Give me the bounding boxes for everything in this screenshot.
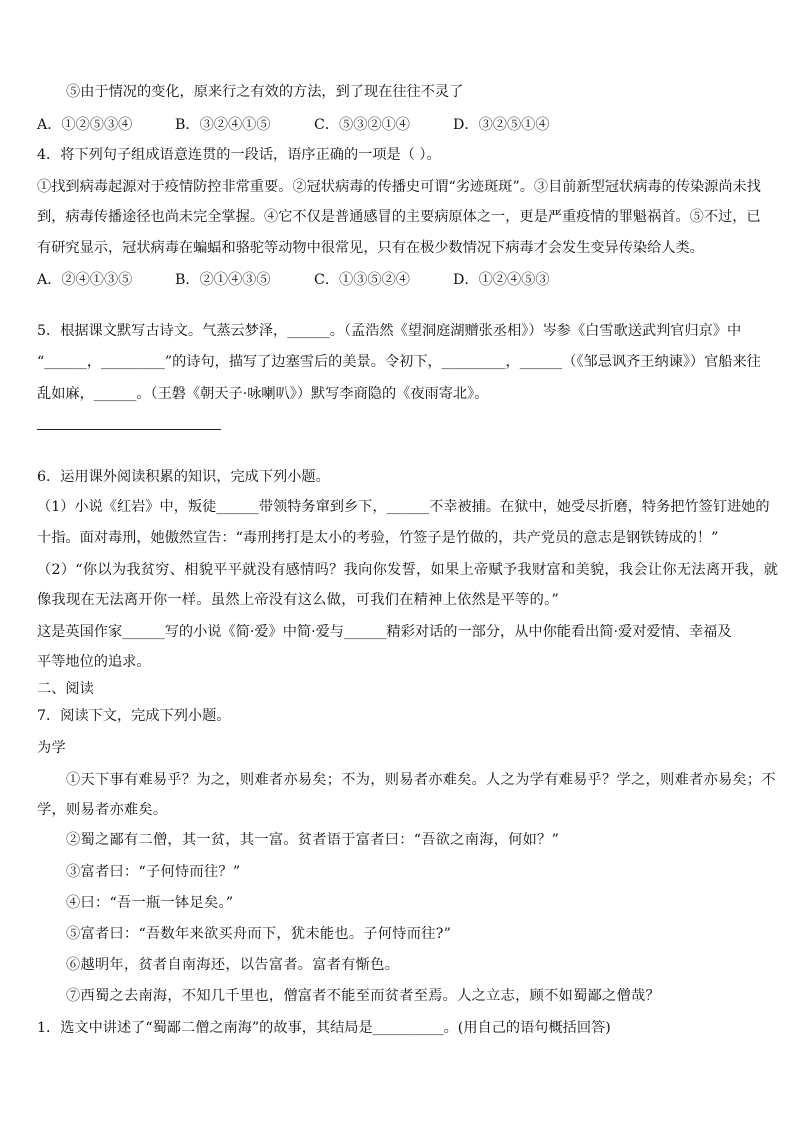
q7-subquestion-1: 1．选文中讲述了“蜀鄙二僧之南海”的故事，其结局是__________。(用自己的语句概括回答) [37, 1020, 611, 1036]
q7-stem: 7．阅读下文，完成下列小题。 [37, 708, 231, 724]
q3-option-d[interactable]: D．③②⑤①④ [453, 117, 550, 133]
q4-option-b[interactable]: B．②①④③⑤ [175, 272, 271, 288]
q4-text-line-3: 有研究显示，冠状病毒在蝙蝠和骆驼等动物中很常见，只有在极少数情况下病毒才会发生变异传染给人类。 [37, 240, 704, 256]
q7-para-1-line-1: ①天下事有难易乎？为之，则难者亦易矣；不为，则易者亦难矣。人之为学有难易乎？学之，则难者亦易矣；不 [66, 772, 776, 788]
q6-part1-line-2: 十指。面对毒刑，她傲然宣告：“毒刑拷打是太小的考验，竹签子是竹做的，共产党员的意志是钢铁铸成的！” [37, 530, 719, 546]
q6-part2-line-1: （2）“你以为我贫穷、相貌平平就没有感情吗？我向你发誓，如果上帝赋予我财富和美貌，我会让你无法离开我，就 [37, 562, 779, 578]
q7-para-6: ⑥越明年，贫者自南海还，以告富者。富者有惭色。 [66, 957, 400, 973]
q6-part2-line-2: 像我现在无法离开你一样。虽然上帝没有这么做，可我们在精神上依然是平等的。” [37, 592, 560, 608]
q3-option-a[interactable]: A．①②⑤③④ [37, 117, 133, 133]
q5-line-1: 5．根据课文默写古诗文。气蒸云梦泽，______。（孟浩然《望洞庭湖赠张丞相》）岑参《白雪歌送武判官归京》中 [37, 323, 742, 339]
q5-line-2: “______，_________”的诗句，描写了边塞雪后的美景。令初下，_________，______（《邹忌讽齐王纳谏》）官船来往 [37, 354, 761, 370]
q3-item-5: ⑤由于情况的变化，原来行之有效的方法，到了现在往往不灵了 [66, 84, 464, 100]
q6-part1-line-1: （1）小说《红岩》中，叛徒______带领特务窜到乡下，______不幸被捕。在狱中，她受尽折磨，特务把竹签钉进她的 [37, 499, 770, 515]
q7-passage-title: 为学 [37, 740, 66, 756]
q4-stem: 4．将下列句子组成语意连贯的一段话，语序正确的一项是（ ）。 [37, 147, 441, 163]
q6-part3-line-2: 平等地位的追求。 [37, 654, 151, 670]
q7-para-4: ④曰：“吾一瓶一钵足矣。” [66, 895, 234, 911]
q7-para-2: ②蜀之鄙有二僧，其一贫，其一富。贫者语于富者曰：“吾欲之南海，何如？” [66, 832, 560, 848]
q7-para-1-line-2: 学，则易者亦难矣。 [37, 802, 168, 818]
q7-para-7: ⑦西蜀之去南海，不知几千里也，僧富者不能至而贫者至焉。人之立志，顾不如蜀鄙之僧哉？ [66, 988, 660, 1004]
answer-line [37, 429, 221, 430]
q6-part3-line-1: 这是英国作家______写的小说《简·爱》中简·爱与______精彩对话的一部分，从中你能看出简·爱对爱情、幸福及 [37, 624, 732, 640]
q4-text-line-1: ①找到病毒起源对于疫情防控非常重要。②冠状病毒的传播史可谓“劣迹斑斑”。③目前新型冠状病毒的传染源尚未找 [37, 179, 761, 195]
q6-stem: 6．运用课外阅读积累的知识，完成下列小题。 [37, 469, 330, 485]
q7-para-5: ⑤富者曰：“吾数年来欲买舟而下，犹未能也。子何恃而往?” [66, 926, 452, 942]
section-heading-reading: 二、阅读 [37, 681, 94, 697]
q3-option-b[interactable]: B．③②④①⑤ [175, 117, 271, 133]
q4-option-d[interactable]: D．①②④⑤③ [453, 272, 550, 288]
q7-para-3: ③富者曰：“子何恃而往？” [66, 864, 241, 880]
q4-option-c[interactable]: C．①③⑤②④ [314, 272, 410, 288]
q5-line-3: 乱如麻，______。（王磐《朝天子·咏喇叭》）默写李商隐的《夜雨寄北》。 [37, 386, 489, 402]
q4-option-a[interactable]: A．②④①③⑤ [37, 272, 133, 288]
q4-text-line-2: 到，病毒传播途径也尚未完全掌握。④它不仅是普通感冒的主要病原体之一，更是严重疫情的罪魁祸首。⑤不过，已 [37, 209, 761, 225]
q3-option-c[interactable]: C．⑤③②①④ [314, 117, 410, 133]
